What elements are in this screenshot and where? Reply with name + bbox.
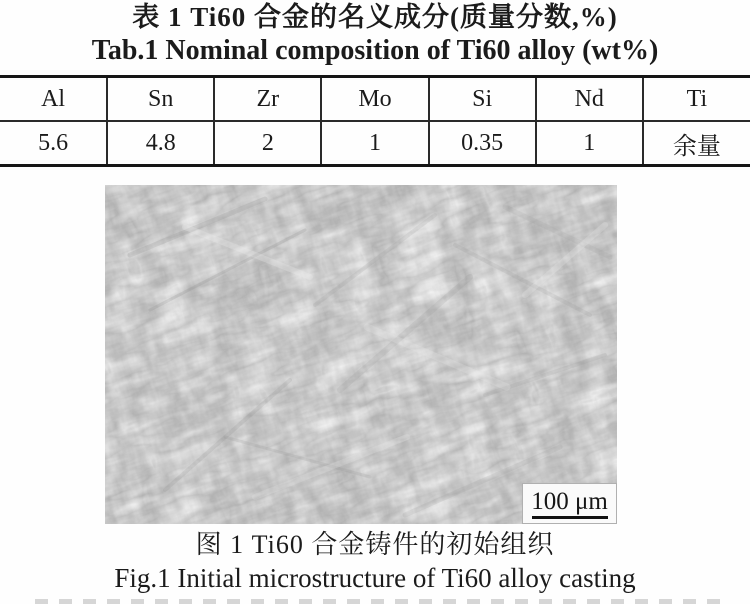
table-cell: 余量 xyxy=(643,121,750,166)
scale-bar-line xyxy=(532,516,608,519)
cropped-next-line xyxy=(35,599,720,604)
composition-table xyxy=(0,75,750,167)
table-cell: 2 xyxy=(214,121,321,166)
table-cell: 5.6 xyxy=(38,129,69,156)
table-cell: 4.8 xyxy=(107,121,214,166)
column-header: Nd xyxy=(536,77,643,122)
column-header: Ti xyxy=(643,77,750,122)
table-cell: 0.35 xyxy=(429,121,536,166)
figure-caption-en: Fig.1 Initial microstructure of Ti60 alloy casting xyxy=(114,563,636,593)
figure-caption-zh: 图 1 Ti60 合金铸件的初始组织 xyxy=(195,530,555,559)
column-header: Sn xyxy=(107,77,214,122)
table-title-en: Tab.1 Nominal composition of Ti60 alloy (wt%) xyxy=(91,35,659,66)
column-header: Zr xyxy=(214,77,321,122)
scale-bar-label: 100 μm xyxy=(531,487,608,515)
table-value-row xyxy=(0,121,750,166)
column-header: Si xyxy=(429,77,536,122)
column-header: Al xyxy=(0,77,107,122)
table-title-zh: 表 1 Ti60 合金的名义成分(质量分数,%) xyxy=(132,2,618,32)
micrograph-texture xyxy=(105,185,617,524)
micrograph-image xyxy=(105,185,617,524)
table-cell: 1 xyxy=(321,121,428,166)
table-header-row xyxy=(0,77,750,122)
column-header: Mo xyxy=(321,77,428,122)
scale-bar xyxy=(522,483,617,524)
table-cell: 1 xyxy=(536,121,643,166)
